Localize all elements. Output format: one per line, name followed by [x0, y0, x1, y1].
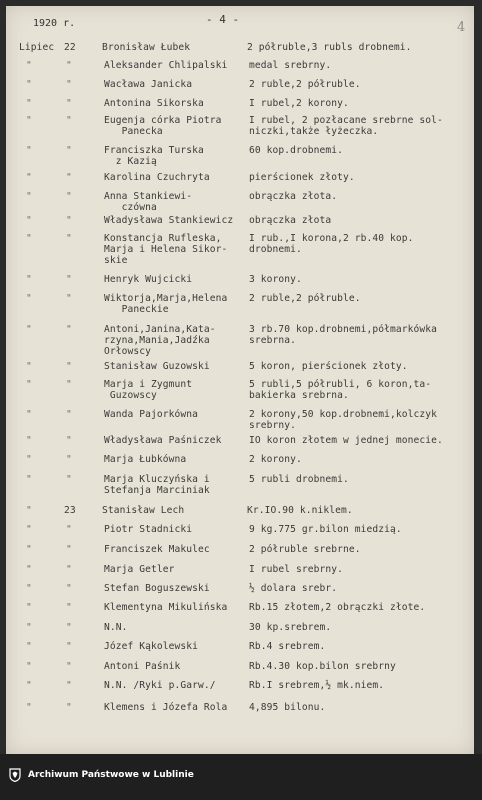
table-row: [6, 680, 469, 691]
table-row: [6, 233, 469, 266]
day-cell: ": [66, 583, 72, 594]
donation-description: [249, 98, 469, 109]
donation-line: Rb.4 srebrem.: [249, 641, 326, 652]
day-cell: ": [66, 641, 72, 652]
day-cell: 23: [64, 505, 76, 516]
donor-name-line: Klementyna Mikulińska: [104, 602, 228, 613]
donation-description: [249, 361, 469, 372]
month-cell: ": [26, 115, 32, 126]
donation-line: 4,895 bilonu.: [249, 702, 326, 713]
donor-name-line: Wacława Janicka: [104, 79, 193, 90]
donor-name-line: Panecka: [104, 126, 163, 137]
month-cell: ": [26, 602, 32, 613]
day-cell: ": [66, 361, 72, 372]
table-row: [6, 409, 469, 431]
donor-name: [104, 702, 249, 713]
donation-description: [249, 583, 469, 594]
donation-line: 5 rubli,5 półrubli, 6 koron,ta-: [249, 379, 432, 390]
day-cell: ": [66, 435, 72, 446]
table-row: [6, 215, 469, 226]
donation-description: [249, 293, 469, 315]
donation-line: 5 rubli drobnemi.: [249, 474, 349, 485]
month-cell: ": [26, 544, 32, 555]
month-cell: ": [26, 79, 32, 90]
donor-name: [104, 564, 249, 575]
donation-description: [249, 435, 469, 446]
day-cell: ": [66, 191, 72, 202]
donor-name-line: skie: [104, 255, 128, 266]
donor-name: [104, 524, 249, 535]
table-row: [6, 474, 469, 496]
donor-name-line: N.N.: [104, 622, 128, 633]
table-row: [6, 641, 469, 652]
month-cell: ": [26, 474, 32, 485]
donor-name-line: Marja Kluczyńska i: [104, 474, 210, 485]
donation-line: 2 korony,50 kop.drobnemi,kolczyk: [249, 409, 438, 420]
day-cell: ": [66, 409, 72, 420]
month-cell: ": [26, 191, 32, 202]
year-header: 1920 r.: [33, 18, 76, 29]
donation-description: [249, 145, 469, 167]
donor-name: [104, 191, 249, 213]
table-row: [6, 524, 469, 535]
donation-description: [249, 233, 469, 266]
month-cell: ": [26, 293, 32, 304]
pencil-page-number: 4: [457, 20, 466, 35]
donation-line: Rb.15 złotem,2 obrączki złote.: [249, 602, 426, 613]
donor-name-line: Antoni,Janina,Kata-: [104, 324, 216, 335]
donor-name-line: Orłowscy: [104, 346, 152, 357]
donor-name-line: Stanisław Guzowski: [104, 361, 210, 372]
table-row: [6, 622, 469, 633]
donation-description: [249, 602, 469, 613]
donation-line: I rub.,I korona,2 rb.40 kop.: [249, 233, 414, 244]
donor-name-line: Karolina Czuchryta: [104, 172, 210, 183]
donor-name: [104, 583, 249, 594]
donor-name: [104, 641, 249, 652]
donation-line: IO koron złotem w jednej monecie.: [249, 435, 443, 446]
donor-name-line: Piotr Stadnicki: [104, 524, 193, 535]
document-page: [6, 6, 474, 754]
day-cell: ": [66, 233, 72, 244]
donor-name: [104, 293, 249, 315]
donor-name-line: Wanda Pajorkówna: [104, 409, 199, 420]
day-cell: ": [66, 524, 72, 535]
day-cell: ": [66, 115, 72, 126]
month-cell: ": [26, 60, 32, 71]
archive-eagle-icon: [9, 768, 21, 782]
donation-description: [249, 172, 469, 183]
donor-name-line: Józef Kąkolewski: [104, 641, 199, 652]
day-cell: ": [66, 215, 72, 226]
table-row: [6, 583, 469, 594]
donor-name-line: Władysława Paśniczek: [104, 435, 222, 446]
donor-name-line: z Kazią: [104, 156, 157, 167]
donor-name-line: czówna: [104, 202, 157, 213]
table-row: [6, 702, 469, 713]
donor-name: [104, 474, 249, 496]
day-cell: ": [66, 145, 72, 156]
day-cell: ": [66, 474, 72, 485]
donor-name: [102, 42, 247, 53]
month-cell: ": [26, 98, 32, 109]
donor-name-line: Konstancja Rufleska,: [104, 233, 222, 244]
donor-name: [104, 361, 249, 372]
donor-name: [104, 602, 249, 613]
donation-description: [249, 641, 469, 652]
donation-description: [249, 564, 469, 575]
donation-description: [249, 274, 469, 285]
day-cell: ": [66, 98, 72, 109]
donor-name-line: Franciszek Makulec: [104, 544, 210, 555]
donation-line: 2 półruble srebrne.: [249, 544, 361, 555]
table-row: [6, 293, 469, 315]
donation-line: pierścionek złoty.: [249, 172, 355, 183]
donation-description: [249, 524, 469, 535]
archive-footer: [0, 754, 482, 800]
day-cell: ": [66, 661, 72, 672]
donation-line: 2 ruble,2 półruble.: [249, 293, 361, 304]
donor-name: [104, 435, 249, 446]
month-cell: ": [26, 454, 32, 465]
table-row: [6, 661, 469, 672]
donation-description: [249, 544, 469, 555]
day-cell: ": [66, 544, 72, 555]
donation-description: [249, 191, 469, 213]
donor-name-line: Klemens i Józefa Rola: [104, 702, 228, 713]
month-cell: Lipiec: [19, 42, 55, 53]
donor-name-line: Stefan Boguszewski: [104, 583, 210, 594]
donor-name: [104, 661, 249, 672]
table-row: [6, 79, 469, 90]
day-cell: ": [66, 172, 72, 183]
table-row: [6, 505, 467, 516]
donor-name-line: Aleksander Chlipalski: [104, 60, 228, 71]
table-row: [6, 42, 467, 53]
donation-line: Rb.I srebrem,½ mk.niem.: [249, 680, 385, 691]
donation-description: [249, 79, 469, 90]
donor-name: [102, 505, 247, 516]
donation-description: [249, 379, 469, 401]
donor-name-line: Marja Getler: [104, 564, 175, 575]
donor-name-line: Antoni Paśnik: [104, 661, 181, 672]
month-cell: ": [26, 233, 32, 244]
donation-line: Kr.IO.90 k.niklem.: [247, 505, 353, 516]
month-cell: ": [26, 641, 32, 652]
day-cell: ": [66, 60, 72, 71]
donation-line: 60 kop.drobnemi.: [249, 145, 344, 156]
month-cell: ": [26, 702, 32, 713]
donation-description: [249, 324, 469, 357]
table-row: [6, 60, 469, 71]
month-cell: ": [26, 409, 32, 420]
table-row: [6, 115, 469, 137]
donor-name: [104, 98, 249, 109]
archive-name: Archiwum Państwowe w Lublinie: [28, 770, 194, 780]
donor-name: [104, 60, 249, 71]
table-row: [6, 435, 469, 446]
donation-description: [247, 42, 467, 53]
donation-line: Rb.4.30 kop.bilon srebrny: [249, 661, 396, 672]
table-row: [6, 454, 469, 465]
donation-line: I rubel srebrny.: [249, 564, 344, 575]
donation-line: 2 półruble,3 rubls drobnemi.: [247, 42, 412, 53]
month-cell: ": [26, 145, 32, 156]
month-cell: ": [26, 622, 32, 633]
donation-description: [249, 661, 469, 672]
donation-line: I rubel, 2 pozłacane srebrne sol-: [249, 115, 443, 126]
donor-name-line: N.N. /Ryki p.Garw./: [104, 680, 216, 691]
day-cell: 22: [64, 42, 76, 53]
month-cell: ": [26, 583, 32, 594]
table-row: [6, 361, 469, 372]
donor-name-line: Marja Łubkówna: [104, 454, 187, 465]
donor-name-line: rzyna,Mania,Jadźka: [104, 335, 210, 346]
month-cell: ": [26, 524, 32, 535]
month-cell: ": [26, 324, 32, 335]
donation-line: I rubel,2 korony.: [249, 98, 349, 109]
donor-name: [104, 680, 249, 691]
donor-name-line: Antonina Sikorska: [104, 98, 204, 109]
table-row: [6, 544, 469, 555]
month-cell: ": [26, 379, 32, 390]
donor-name: [104, 115, 249, 137]
donor-name: [104, 215, 249, 226]
donation-line: 30 kp.srebrem.: [249, 622, 332, 633]
donation-line: obrączka złota: [249, 215, 332, 226]
donation-line: niczki,także łyżeczka.: [249, 126, 379, 137]
donation-description: [249, 622, 469, 633]
donation-line: 9 kg.775 gr.bilon miedzią.: [249, 524, 402, 535]
donation-line: ½ dolara srebr.: [249, 583, 338, 594]
page-number: - 4 -: [206, 13, 240, 26]
donation-description: [249, 115, 469, 137]
donation-line: drobnemi.: [249, 244, 302, 255]
donation-line: 5 koron, pierścionek złoty.: [249, 361, 408, 372]
month-cell: ": [26, 661, 32, 672]
donor-name: [104, 454, 249, 465]
day-cell: ": [66, 564, 72, 575]
donor-name-line: Henryk Wujcicki: [104, 274, 193, 285]
donor-name-line: Stanisław Lech: [102, 505, 185, 516]
donor-name-line: Franciszka Turska: [104, 145, 204, 156]
month-cell: ": [26, 564, 32, 575]
donor-name-line: Stefanja Marciniak: [104, 485, 210, 496]
donation-description: [249, 474, 469, 496]
donation-line: srebrny.: [249, 420, 297, 431]
table-row: [6, 172, 469, 183]
table-row: [6, 98, 469, 109]
table-row: [6, 191, 469, 213]
month-cell: ": [26, 215, 32, 226]
day-cell: ": [66, 79, 72, 90]
donation-line: 3 korony.: [249, 274, 302, 285]
donation-line: medal srebrny.: [249, 60, 332, 71]
donation-description: [249, 60, 469, 71]
month-cell: ": [26, 172, 32, 183]
table-row: [6, 145, 469, 167]
donation-description: [249, 409, 469, 431]
donor-name-line: Guzowscy: [104, 390, 157, 401]
donor-name-line: Władysława Stankiewicz: [104, 215, 234, 226]
day-cell: ": [66, 293, 72, 304]
donor-name: [104, 274, 249, 285]
month-cell: ": [26, 274, 32, 285]
donor-name: [104, 324, 249, 357]
donor-name-line: Marja i Helena Sikor-: [104, 244, 228, 255]
donation-description: [249, 680, 469, 691]
day-cell: ": [66, 379, 72, 390]
donor-name: [104, 409, 249, 431]
donor-name: [104, 233, 249, 266]
donor-name: [104, 145, 249, 167]
donation-description: [249, 454, 469, 465]
day-cell: ": [66, 324, 72, 335]
donation-description: [249, 702, 469, 713]
donation-line: srebrna.: [249, 335, 297, 346]
donation-description: [249, 215, 469, 226]
day-cell: ": [66, 622, 72, 633]
donor-name-line: Eugenja córka Piotra: [104, 115, 222, 126]
donor-name-line: Wiktorja,Marja,Helena: [104, 293, 228, 304]
donor-name: [104, 79, 249, 90]
donor-name-line: Anna Stankiewi-: [104, 191, 193, 202]
table-row: [6, 324, 469, 357]
day-cell: ": [66, 602, 72, 613]
donation-line: 3 rb.70 kop.drobnemi,półmarkówka: [249, 324, 438, 335]
donor-name: [104, 379, 249, 401]
donor-name: [104, 544, 249, 555]
table-row: [6, 274, 469, 285]
table-row: [6, 379, 469, 401]
month-cell: ": [26, 505, 32, 516]
month-cell: ": [26, 435, 32, 446]
donation-line: 2 ruble,2 półruble.: [249, 79, 361, 90]
donor-name-line: Paneckie: [104, 304, 169, 315]
day-cell: ": [66, 274, 72, 285]
donation-line: bakierka srebrna.: [249, 390, 349, 401]
donor-name: [104, 622, 249, 633]
donor-name-line: Marja i Zygmunt: [104, 379, 193, 390]
month-cell: ": [26, 680, 32, 691]
day-cell: ": [66, 680, 72, 691]
donor-name-line: Bronisław Łubek: [102, 42, 191, 53]
table-row: [6, 564, 469, 575]
day-cell: ": [66, 454, 72, 465]
donation-line: 2 korony.: [249, 454, 302, 465]
month-cell: ": [26, 361, 32, 372]
donation-description: [247, 505, 467, 516]
day-cell: ": [66, 702, 72, 713]
table-row: [6, 602, 469, 613]
donation-line: obrączka złota.: [249, 191, 338, 202]
donor-name: [104, 172, 249, 183]
